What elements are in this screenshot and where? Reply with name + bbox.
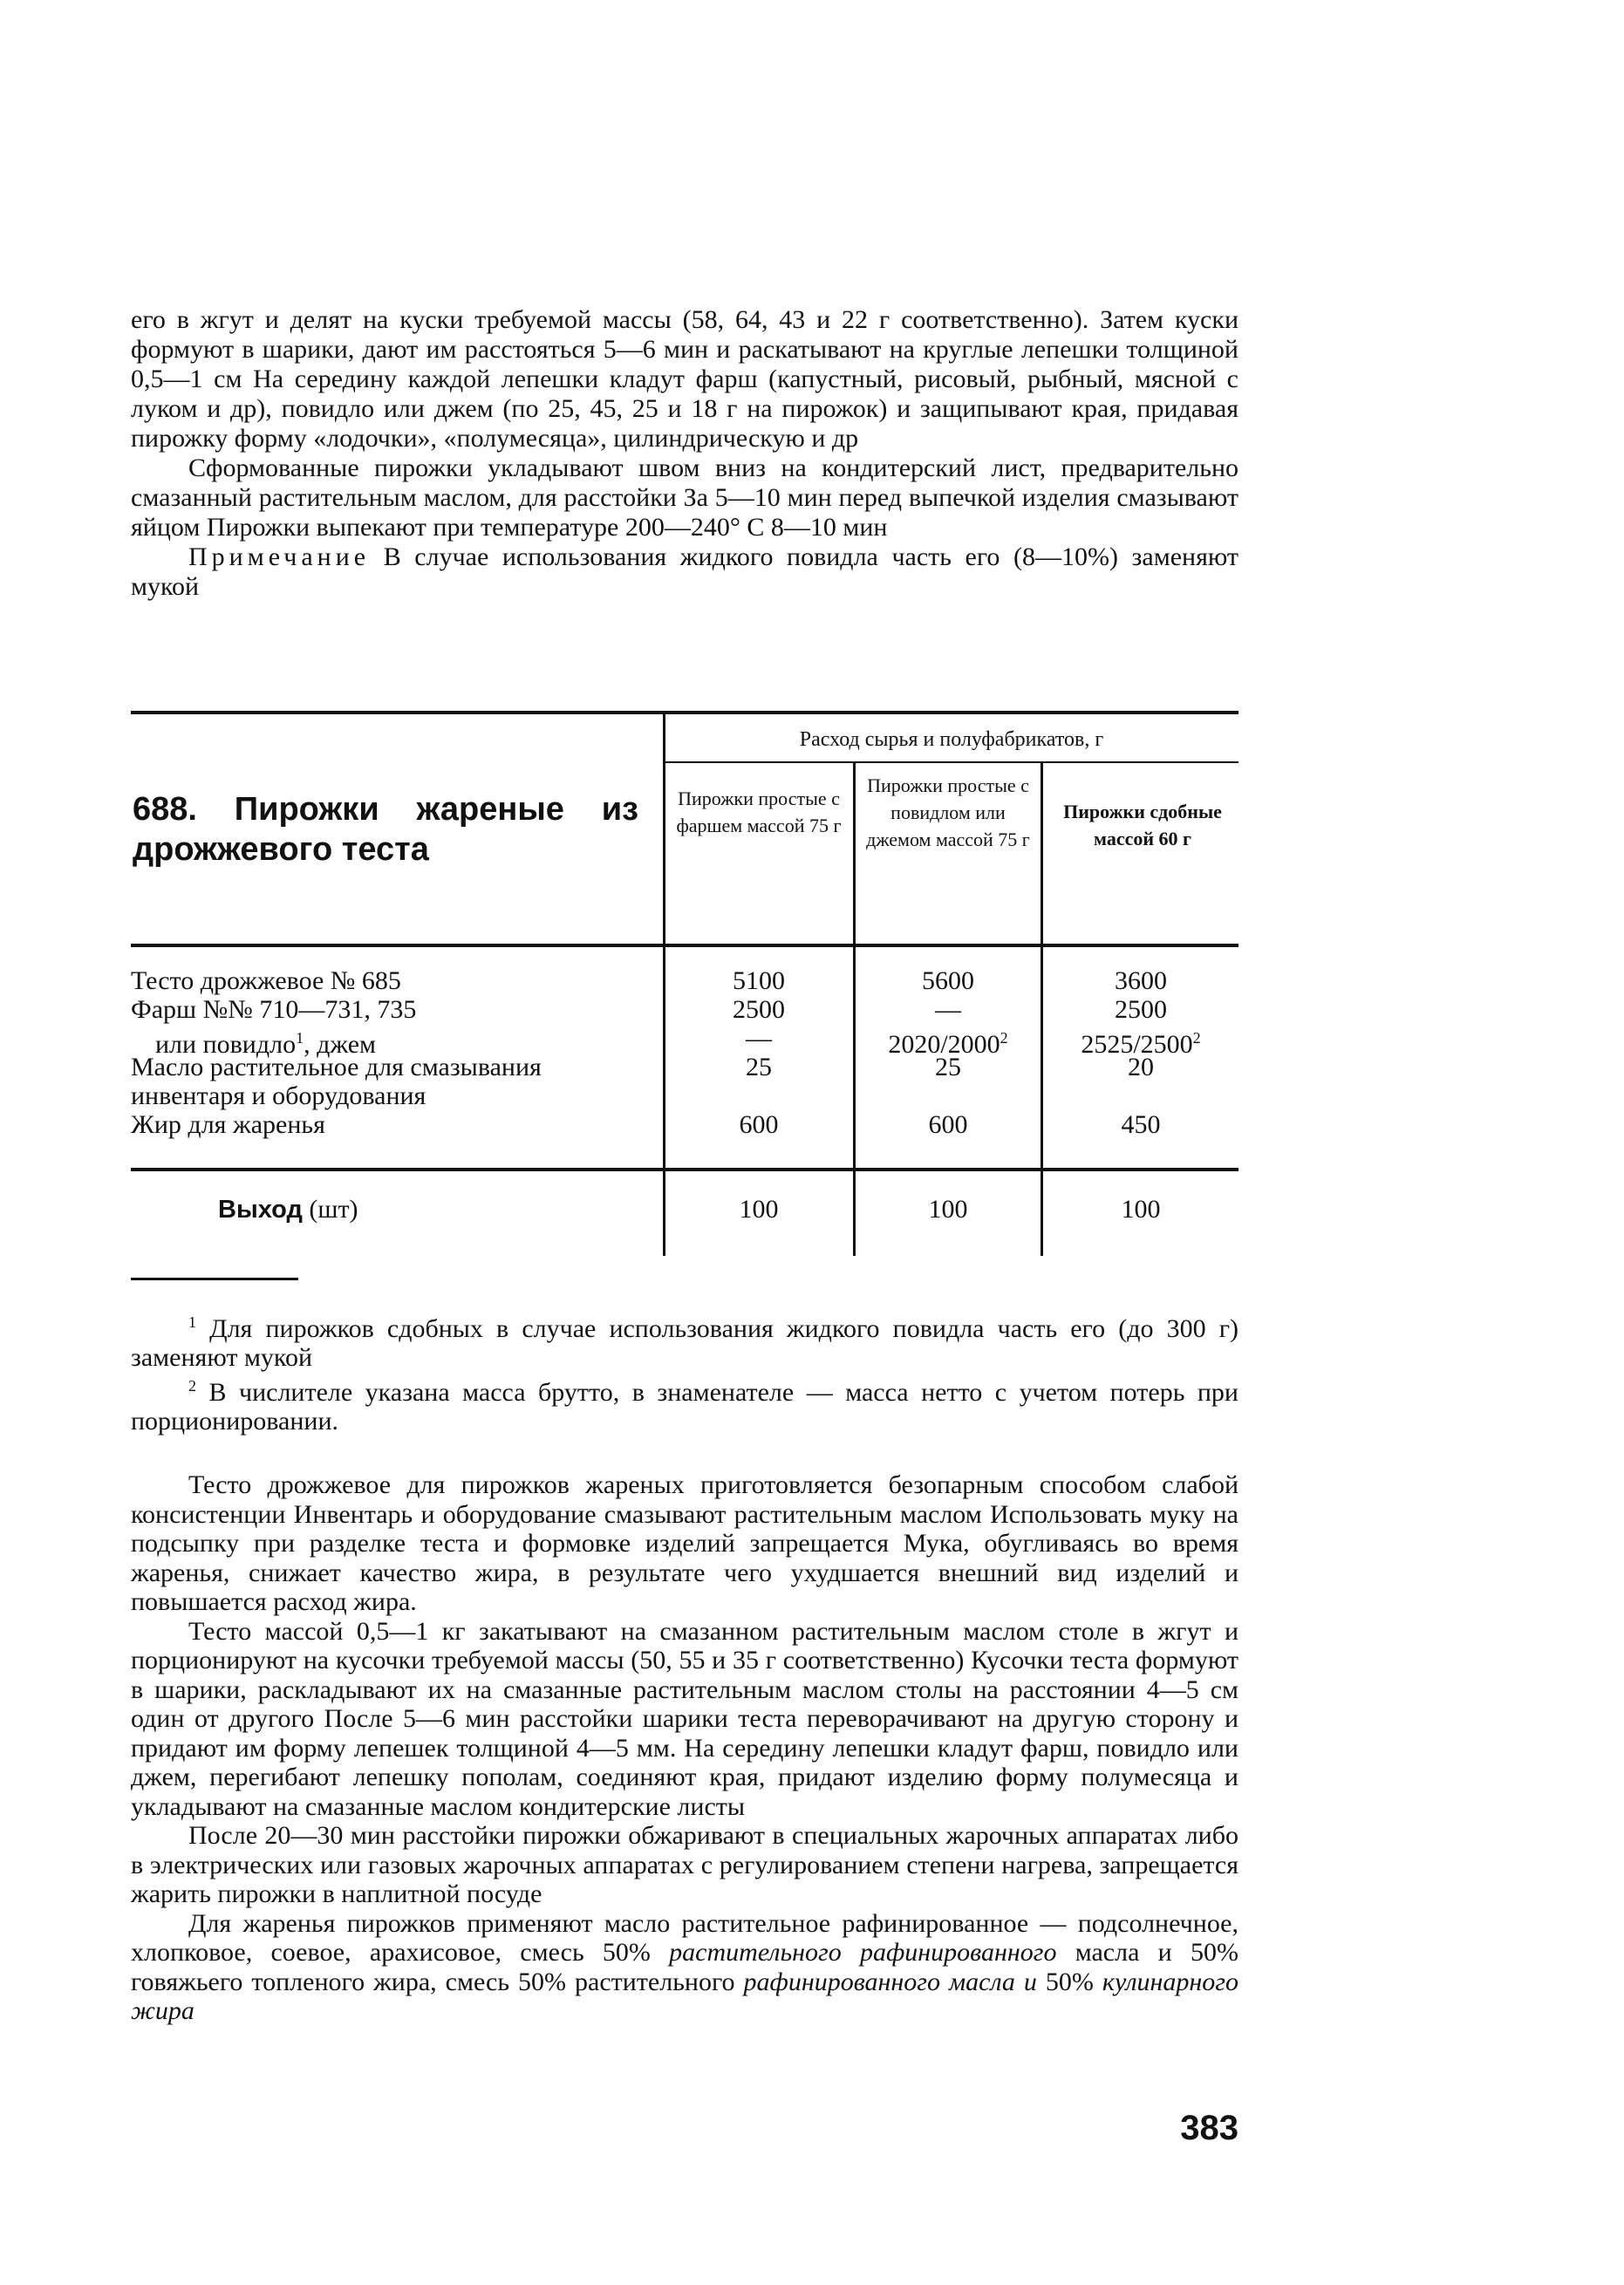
table-cell: 2525/2500$^2$	[1081, 1029, 1201, 1059]
ingredient-jam: или повидло$^1$, джем	[155, 1029, 376, 1059]
table-cell	[856, 1081, 1041, 1110]
footnotes	[131, 1308, 1238, 1436]
body-bottom-rule	[131, 1168, 1238, 1171]
ingredient-oil-cont: инвентаря и оборудования	[131, 1081, 426, 1110]
intro-paragraph-1: его в жгут и делят на куски требуемой массы (58, 64, 43 и 22 г соответственно). Затем куски формуют в шарики, дают им расстояться 5—6 мин и раскатывают на круглые лепешки толщиной 0,5—1 см На середину каждой лепешки кладут фарш (капустный, рисовый, рыбный, мясной с луком и др), повидло или джем (по 25, 45, 25 и 18 г на пирожок) и защипывают края, придавая пирожку форму «лодочки», «полумесяца», цилиндрическую и др	[131, 305, 1238, 453]
note-text: В случае использования жидкого повидла часть его (8—10%) заменяют мукой	[131, 542, 1238, 601]
table-cell	[665, 1081, 852, 1110]
table-cell: 600	[928, 1110, 968, 1139]
table-cell: 25	[935, 1053, 961, 1081]
yield-label: Выход (шт)	[218, 1195, 358, 1224]
table-cell: 2500	[733, 995, 785, 1024]
ingredient-dough: Тесто дрожжевое № 685	[131, 966, 401, 995]
intro-paragraph-2: Сформованные пирожки укладывают швом вниз на кондитерский лист, предварительно смазанный растительным маслом, для расстойки За 5—10 мин перед выпечкой изделия смазывают яйцом Пирожки выпекают при температуре 200—240° С 8—10 мин	[131, 454, 1238, 542]
yield-value-3: 100	[1121, 1195, 1161, 1224]
column-values-3	[1043, 966, 1238, 1139]
table-cell: 5600	[922, 966, 974, 995]
footnote-1: $^1$ Для пирожков сдобных в случае использования жидкого повидла часть его (до 300 г) заменяют мукой	[131, 1313, 1238, 1372]
table-cell	[1043, 1081, 1238, 1110]
note-label: Примечание	[188, 542, 371, 571]
footnote-ref-2: 2	[1192, 1029, 1201, 1047]
table-cell: 25	[746, 1053, 772, 1081]
ingredient-fat: Жир для жаренья	[131, 1110, 325, 1139]
body-paragraph-2: Тесто массой 0,5—1 кг закатывают на смазанном растительным маслом столе в жгут и порционируют на кусочки требуемой массы (50, 55 и 35 г соответственно) Кусочки теста формуют в шарики, раскладывают их на смазанные растительным маслом столы на расстоянии 4—5 см один от другого После 5—6 мин расстойки шарики теста переворачивают на другую сторону и придают им форму лепешек толщиной 4—5 мм. На середину лепешки кладут фарш, повидло или джем, перегибают лепешку пополам, соединяют края, придают изделию форму полумесяца и укладывают на смазанные маслом кондитерские листы	[131, 1616, 1238, 1821]
footnote-ref-1: 1	[296, 1029, 304, 1047]
intro-text	[131, 305, 1238, 602]
table-cell: —	[746, 1024, 772, 1053]
column-header-1: Пирожки простые с фаршем массой 75 г	[676, 788, 842, 836]
table-cell: 20	[1128, 1053, 1154, 1081]
table-cell: 600	[739, 1110, 779, 1139]
page-number: 383	[1180, 2109, 1238, 2147]
body-paragraph-4: Для жаренья пирожков применяют масло растительное рафинированное — подсолнечное, хлопковое, соевое, арахисовое, смесь 50% растительного рафинированного масла и 50% говяжьего топленого жира, смесь 50% растительного рафинированного масла и 50% кулинарного жира	[131, 1908, 1238, 2025]
column-header-3: Пирожки сдобные массой 60 г	[1063, 801, 1222, 849]
column-values-2	[856, 966, 1041, 1139]
column-header-2: Пирожки простые с повидлом или джемом массой 75 г	[866, 774, 1030, 850]
footnote-rule	[131, 1278, 298, 1280]
body-paragraph-1: Тесто дрожжевое для пирожков жареных приготовляется безопарным способом слабой консистенции Инвентарь и оборудование смазывают растительным маслом Использовать муку на подсыпку при разделке теста и формовке изделий запрещается Мука, обугливаясь во время жаренья, снижает качество жира, в результате чего ухудшается внешний вид изделий и повышается расход жира.	[131, 1470, 1238, 1616]
table-cell: 2500	[1115, 995, 1167, 1024]
footnote-2: $^2$ В числителе указана масса брутто, в знаменателе — масса нетто с учетом потерь при порционировании.	[131, 1377, 1238, 1436]
ingredient-list	[131, 966, 654, 1139]
header-subrule	[665, 761, 1238, 763]
recipe-title: 688. Пирожки жареные из дрожжевого теста	[133, 791, 638, 868]
table-top-rule	[131, 711, 1238, 714]
consumption-header: Расход сырья и полуфабрикатов, г	[799, 728, 1104, 751]
yield-value-1: 100	[739, 1195, 779, 1224]
ingredient-oil: Масло растительное для смазывания	[131, 1053, 542, 1081]
body-text	[131, 1470, 1238, 2026]
column-values-1	[665, 966, 852, 1139]
body-paragraph-3: После 20—30 мин расстойки пирожки обжаривают в специальных жарочных аппаратах либо в электрических или газовых жарочных аппаратах с регулированием степени нагрева, запрещается жарить пирожки в наплитной посуде	[131, 1821, 1238, 1908]
footnote-ref-2: 2	[1000, 1029, 1008, 1047]
header-bottom-rule	[131, 944, 1238, 947]
table-cell: 5100	[733, 966, 785, 995]
yield-value-2: 100	[928, 1195, 968, 1224]
recipe-table	[131, 711, 1238, 1256]
intro-note	[131, 542, 1238, 602]
table-cell: 2020/2000$^2$	[888, 1029, 1008, 1059]
table-cell: 3600	[1115, 966, 1167, 995]
table-cell: —	[935, 995, 961, 1024]
ingredient-filling: Фарш №№ 710—731, 735	[131, 995, 417, 1024]
table-cell: 450	[1121, 1110, 1161, 1139]
